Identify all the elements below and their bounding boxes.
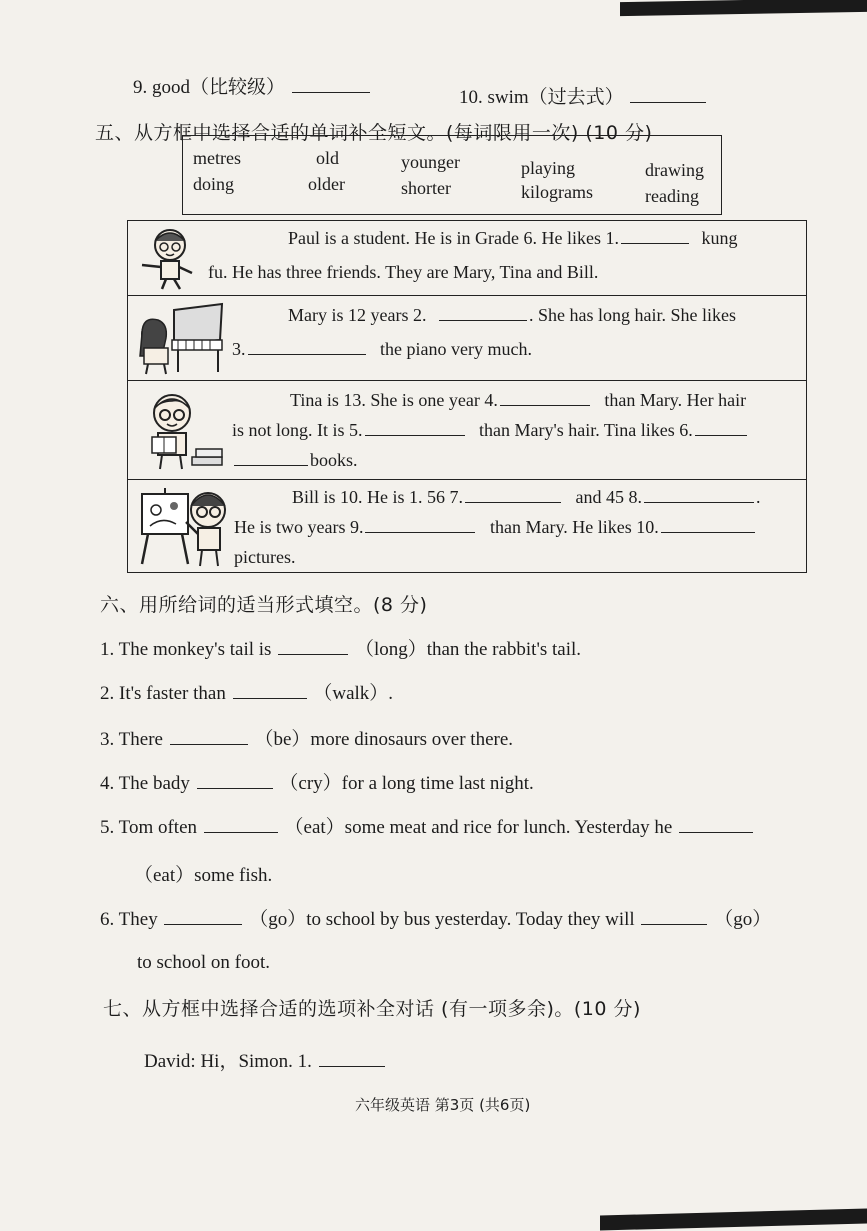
scan-shadow-bottom (600, 1209, 867, 1231)
story-line (232, 334, 532, 365)
story-text: is not long. It is 5. (232, 420, 363, 440)
story-text: pictures. (234, 547, 296, 567)
word-bank-item: reading (645, 186, 699, 206)
story-text: than Mary. Her hair (604, 390, 747, 410)
item-number: 1. (100, 639, 115, 660)
story-line (288, 223, 737, 254)
answer-blank[interactable] (197, 769, 273, 789)
story-text: books. (310, 450, 358, 470)
story-line (232, 415, 749, 446)
question-9-text: 9. good（比较级） (133, 77, 286, 98)
story-text: Tina is 13. She is one year 4. (290, 390, 498, 410)
word-bank-item: playing (521, 158, 575, 178)
fill-item-6 (100, 904, 771, 931)
answer-blank[interactable] (500, 387, 590, 406)
section-5-title: 五、从方框中选择合适的单词补全短文。(每词限用一次) (10 分) (95, 122, 653, 144)
story-line (232, 445, 358, 476)
story-line (234, 542, 295, 573)
answer-blank[interactable] (292, 73, 370, 93)
answer-blank[interactable] (365, 514, 475, 533)
word-bank-item: kilograms (521, 182, 593, 202)
word-bank-item: drawing (645, 160, 704, 180)
story-text: kung (701, 228, 738, 248)
item-text: （cry）for a long time last night. (279, 773, 534, 794)
story-table (127, 220, 807, 573)
item-text: （go）to school by bus yesterday. Today they will (249, 909, 635, 930)
answer-blank[interactable] (630, 83, 706, 103)
page-footer: 六年级英语 第3页 (共6页) (355, 1096, 531, 1114)
answer-blank[interactable] (695, 417, 747, 436)
item-text: It's faster than (119, 683, 226, 704)
story-text: Paul is a student. He is in Grade 6. He likes 1. (288, 228, 619, 248)
story-text: the piano very much. (380, 339, 532, 359)
answer-blank[interactable] (644, 484, 754, 503)
girl-reading-icon (136, 387, 228, 473)
word-bank-item: older (308, 174, 345, 194)
word-bank-item: shorter (401, 178, 451, 198)
answer-blank[interactable] (204, 813, 278, 833)
item-text: to school on foot. (137, 952, 270, 973)
story-text: He is two years 9. (234, 517, 364, 537)
item-number: 4. (100, 773, 115, 794)
scan-shadow-top (620, 0, 867, 16)
story-line (290, 385, 746, 416)
story-text: and 45 8. (575, 487, 643, 507)
answer-blank[interactable] (465, 484, 561, 503)
story-text: Mary is 12 years 2. (288, 305, 427, 325)
fill-item-5 (100, 812, 755, 839)
story-row-paul (128, 221, 806, 296)
question-10 (459, 82, 708, 109)
answer-blank[interactable] (641, 905, 707, 925)
item-text: （eat）some meat and rice for lunch. Yesterday he (284, 817, 673, 838)
item-text: （go） (714, 909, 772, 930)
item-text: The monkey's tail is (118, 639, 272, 660)
boy-drawing-icon (136, 484, 232, 568)
story-row-bill (128, 480, 806, 572)
fill-item-2 (100, 678, 393, 705)
answer-blank[interactable] (164, 905, 242, 925)
item-text: There (118, 729, 163, 750)
item-text: （walk）. (313, 683, 394, 704)
section-7-title: 七、从方框中选择合适的选项补全对话 (有一项多余)。(10 分) (103, 998, 641, 1020)
question-9 (133, 72, 372, 99)
fill-item-4 (100, 768, 534, 795)
story-row-mary (128, 296, 806, 381)
story-row-tina (128, 381, 806, 480)
dialog-text: David: Hi，Simon. 1. (144, 1051, 312, 1072)
item-text: （be）more dinosaurs over there. (254, 729, 514, 750)
answer-blank[interactable] (248, 336, 366, 355)
item-number: 2. (100, 683, 115, 704)
answer-blank[interactable] (661, 514, 755, 533)
item-text: （eat）some fish. (134, 865, 273, 886)
story-line (208, 257, 598, 288)
section-6-title: 六、用所给词的适当形式填空。(8 分) (100, 594, 428, 616)
story-line (234, 512, 757, 543)
item-number: 3. (100, 729, 115, 750)
fill-item-5-cont (134, 860, 272, 887)
story-text: fu. He has three friends. They are Mary, Tina and Bill. (208, 262, 599, 282)
word-bank-item: doing (193, 174, 235, 194)
answer-blank[interactable] (234, 447, 308, 466)
girl-piano-icon (134, 300, 226, 376)
fill-item-1 (100, 634, 581, 661)
answer-blank[interactable] (365, 417, 465, 436)
story-text: 3. (232, 339, 246, 359)
answer-blank[interactable] (679, 813, 753, 833)
word-bank-item: younger (401, 152, 460, 172)
answer-blank[interactable] (170, 725, 248, 745)
item-text: （long）than the rabbit's tail. (354, 639, 582, 660)
item-text: They (118, 909, 158, 930)
fill-item-3 (100, 724, 513, 751)
item-number: 6. (100, 909, 115, 930)
answer-blank[interactable] (278, 635, 348, 655)
fill-item-6-cont (137, 952, 270, 974)
story-text: Bill is 10. He is 1. 56 7. (292, 487, 464, 507)
story-text: . She has long hair. She likes (528, 305, 736, 325)
story-line (288, 300, 736, 331)
word-bank-box (182, 135, 722, 215)
story-text: than Mary. He likes 10. (489, 517, 659, 537)
dialog-line-1 (144, 1046, 387, 1073)
story-text: than Mary's hair. Tina likes 6. (479, 420, 693, 440)
word-bank-item: metres (193, 148, 241, 168)
word-bank-item: old (316, 148, 340, 168)
answer-blank[interactable] (319, 1047, 385, 1067)
answer-blank[interactable] (621, 225, 689, 244)
boy-kungfu-icon (134, 225, 202, 291)
item-number: 5. (100, 817, 115, 838)
item-text: Tom often (118, 817, 198, 838)
item-text: The bady (118, 773, 190, 794)
question-10-text: 10. swim（过去式） (459, 87, 624, 108)
answer-blank[interactable] (233, 679, 307, 699)
story-line: Bill is 10. He is 1. 56 7. and 45 8. . (292, 482, 761, 513)
answer-blank[interactable] (439, 302, 527, 321)
